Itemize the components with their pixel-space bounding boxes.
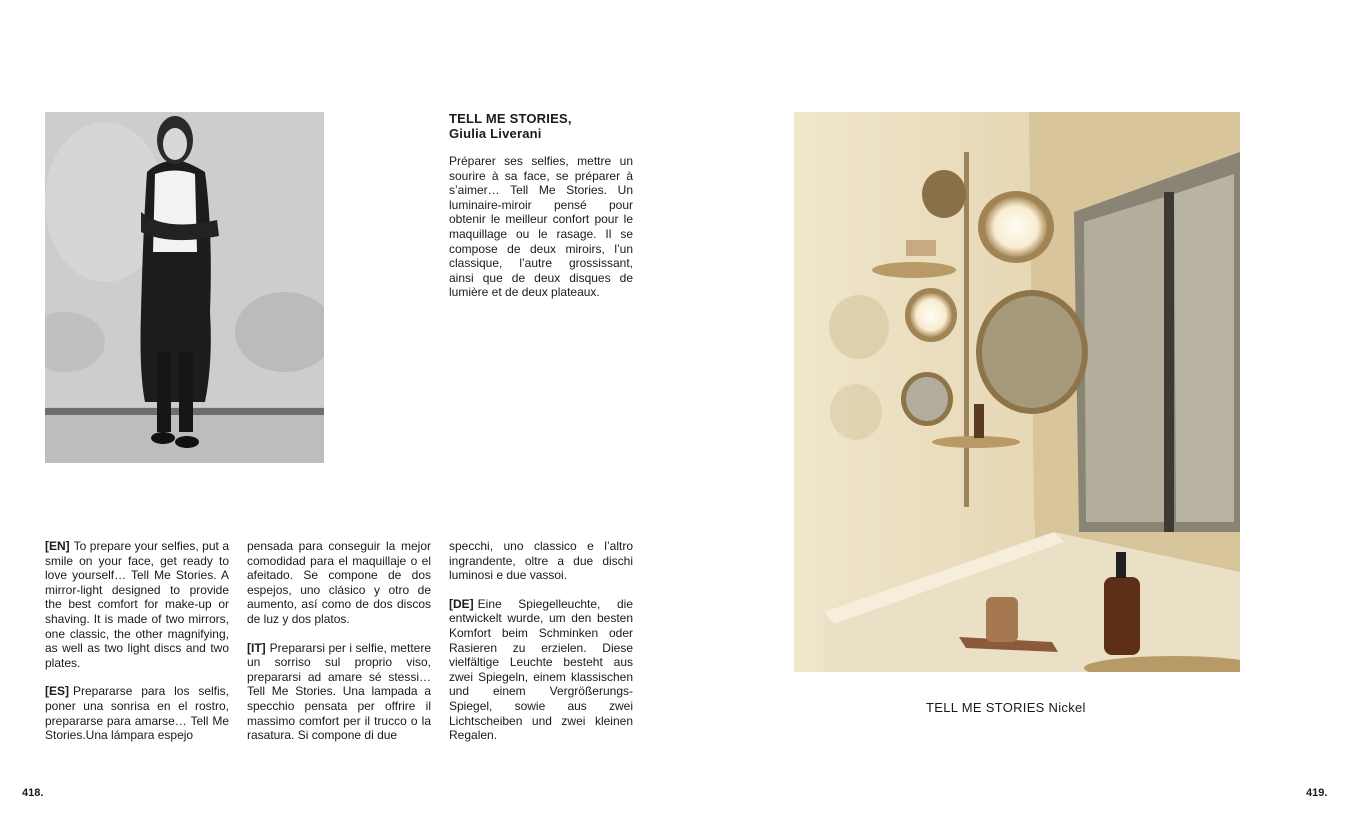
page-number-right: 419. [1306,787,1328,799]
spanish-text: Prepararse para los selfis, poner una sonrisa en el rostro, prepararse para amarse… Tell Me Stories.Una lámpara espejo [45,684,229,743]
german-text: Eine Spiegelleuchte, die entwickelt wurde, um den besten Komfort beim Schminken oder Rasieren zu erzielen. Diese vielfältige Leuchte besteht aus zwei Spiegeln, einem klassischen und einem Vergrößerungs-Spiegel, sowie aus zwei Lichtscheiben und zwei kleinen Regalen. [449,596,633,743]
language-tag-en: [EN] [45,539,70,553]
product-illustration [794,112,1240,672]
designer-portrait-photo [45,112,324,463]
italian-text: Prepararsi per i selfie, mettere un sorriso sul proprio viso, prepararsi ad amare sé stessi… Tell Me Stories. Una lampada a specchio pensata per offrire il massimo comfort per il trucco o la rasatura. Si compone di due [247,640,431,743]
language-tag-de: [DE] [449,596,474,611]
german-description [449,597,633,743]
text-column-2 [247,539,431,743]
italian-description [247,641,431,743]
spanish-continued: pensada para conseguir la mejor comodidad para el maquillaje o el afeitado. Se compone de dos espejos, uno clásico y otro de aumento, así como de dos discos de luz y dos platos. [247,539,431,626]
language-tag-es: [ES] [45,684,69,699]
french-description: Préparer ses selfies, mettre un sourire à sa face, se préparer à s’aimer… Tell Me Stories. Un luminaire-miroir pensé pour obtenir le meilleur confort pour le maquillage ou le rasage. Il se compose de deux miroirs, l’un classique, l’autre grossissant, ainsi que de deux disques de lumière et de deux plateaux. [449,154,633,300]
text-column-1 [45,539,229,743]
spanish-description [45,684,229,742]
designer-name: Giulia Liverani [449,126,542,141]
product-name: TELL ME STORIES, [449,111,572,126]
text-column-3 [449,539,633,743]
product-caption: TELL ME STORIES Nickel [926,700,1086,715]
designer-portrait-illustration [45,112,324,463]
article-title [449,111,572,141]
italian-continued: specchi, uno classico e l’altro ingrandente, oltre a due dischi luminosi e due vassoi. [449,539,633,583]
english-description [45,539,229,670]
english-text: To prepare your selfies, put a smile on your face, get ready to love yourself… Tell Me Stories. A mirror-light designed to provide the best comfort for make-up or shaving. It is made of two mirrors, one classic, the other magnifying, as well as two light discs and two plates. [45,539,229,670]
page-number-left: 418. [22,787,44,799]
language-tag-it: [IT] [247,640,266,655]
product-photo [794,112,1240,672]
